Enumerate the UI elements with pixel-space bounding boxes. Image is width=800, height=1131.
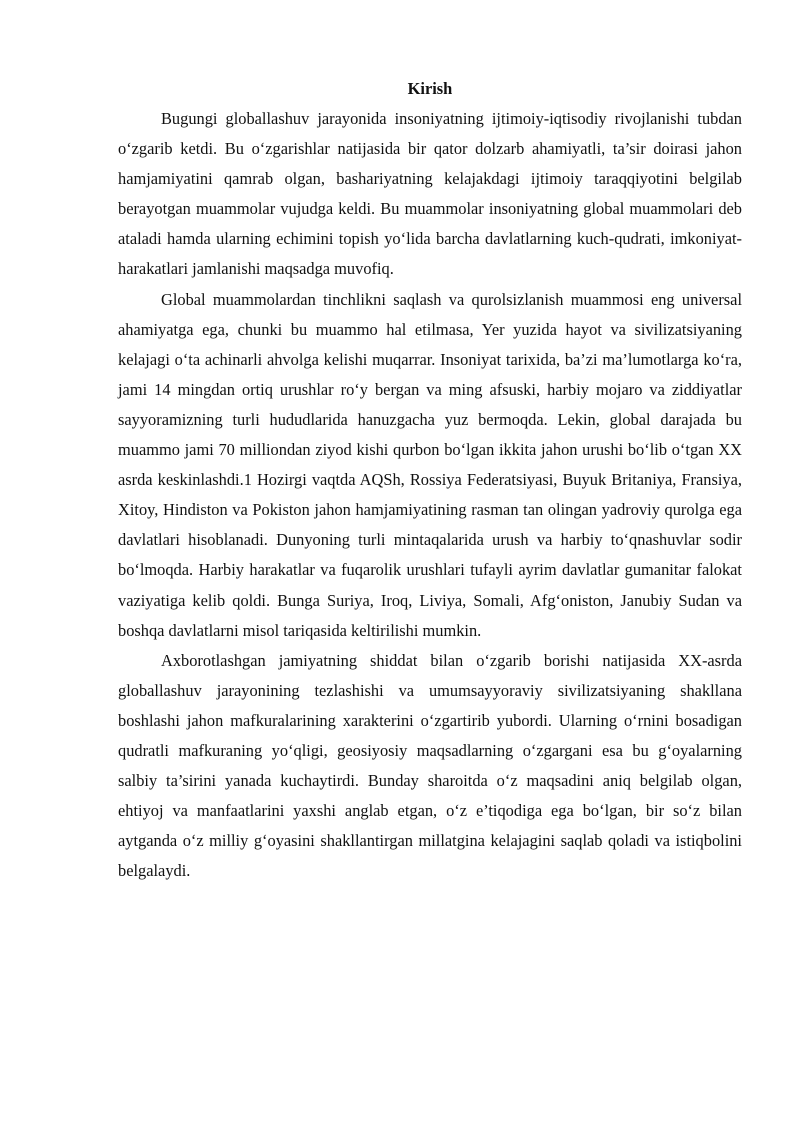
paragraph-2: Global muammolardan tinchlikni saqlash va qurolsizlanish muammosi eng universal ahamiyatga ega, chunki bu muammo hal etilmasa, Yer yuzida hayot va sivilizatsiyaning kelajagi o‘ta achinarli ahvolga kelishi muqarrar. Insoniyat tarixida, ba’zi ma’lumotlarga ko‘ra, jami 14 mingdan ortiq urushlar ro‘y bergan va ming afsuski, harbiy mojaro va ziddiyatlar sayyoramizning turli hududlarida hanuzgacha yuz bermoqda. Lekin, global darajada bu muammo jami 70 milliondan ziyod kishi qurbon bo‘lgan ikkita jahon urushi bo‘lib o‘tgan XX asrda keskinlashdi.1 Hozirgi vaqtda AQSh, Rossiya Federatsiyasi, Buyuk Britaniya, Fransiya, Xitoy, Hindiston va Pokiston jahon hamjamiyatining rasman tan olingan yadroviy qurolga ega davlatlari hisoblanadi. Dunyoning turli mintaqalarida urush va harbiy to‘qnashuvlar sodir bo‘lmoqda. Harbiy harakatlar va fuqarolik urushlari tufayli ayrim davlatlar gumanitar falokat vaziyatiga kelib qoldi. Bunga Suriya, Iroq, Liviya, Somali, Afg‘oniston, Janubiy Sudan va boshqa davlatlarni misol tariqasida keltirilishi mumkin. (118, 289, 742, 640)
document-page (118, 72, 742, 886)
paragraph-3: Axborotlashgan jamiyatning shiddat bilan o‘zgarib borishi natijasida XX-asrda globallashuv jarayonining tezlashishi va umumsayyoraviy sivilizatsiyaning shakllana boshlashi jahon mafkuralarining xarakterini o‘zgartirib yubordi. Ularning o‘rnini bosadigan qudratli mafkuraning yo‘qligi, geosiyosiy maqsadlarning o‘zgargani esa bu g‘oyalarning salbiy ta’sirini yanada kuchaytirdi. Bunday sharoitda o‘z maqsadini aniq belgilab olgan, ehtiyoj va manfaatlarini yaxshi anglab etgan, o‘z e’tiqodiga ega bo‘lgan, bir so‘z bilan aytganda o‘z milliy g‘oyasini shakllantirgan millatgina kelajagini saqlab qoladi va istiqbolini belgalaydi. (118, 650, 742, 881)
paragraph-1: Bugungi globallashuv jarayonida insoniyatning ijtimoiy-iqtisodiy rivojlanishi tubdan o‘zgarib ketdi. Bu o‘zgarishlar natijasida bir qator dolzarb ahamiyatli, ta’sir doirasi jahon hamjamiyatini qamrab olgan, bashariyatning kelajakdagi ijtimoiy taraqqiyotini belgilab berayotgan muammolar vujudga keldi. Bu muammolar insoniyatning global muammolari deb ataladi hamda ularning echimini topish yo‘lida barcha davlatlarning kuch-qudrati, imkoniyat-harakatlari jamlanishi maqsadga muvofiq. (118, 109, 742, 279)
page-title: Kirish (407, 79, 453, 98)
